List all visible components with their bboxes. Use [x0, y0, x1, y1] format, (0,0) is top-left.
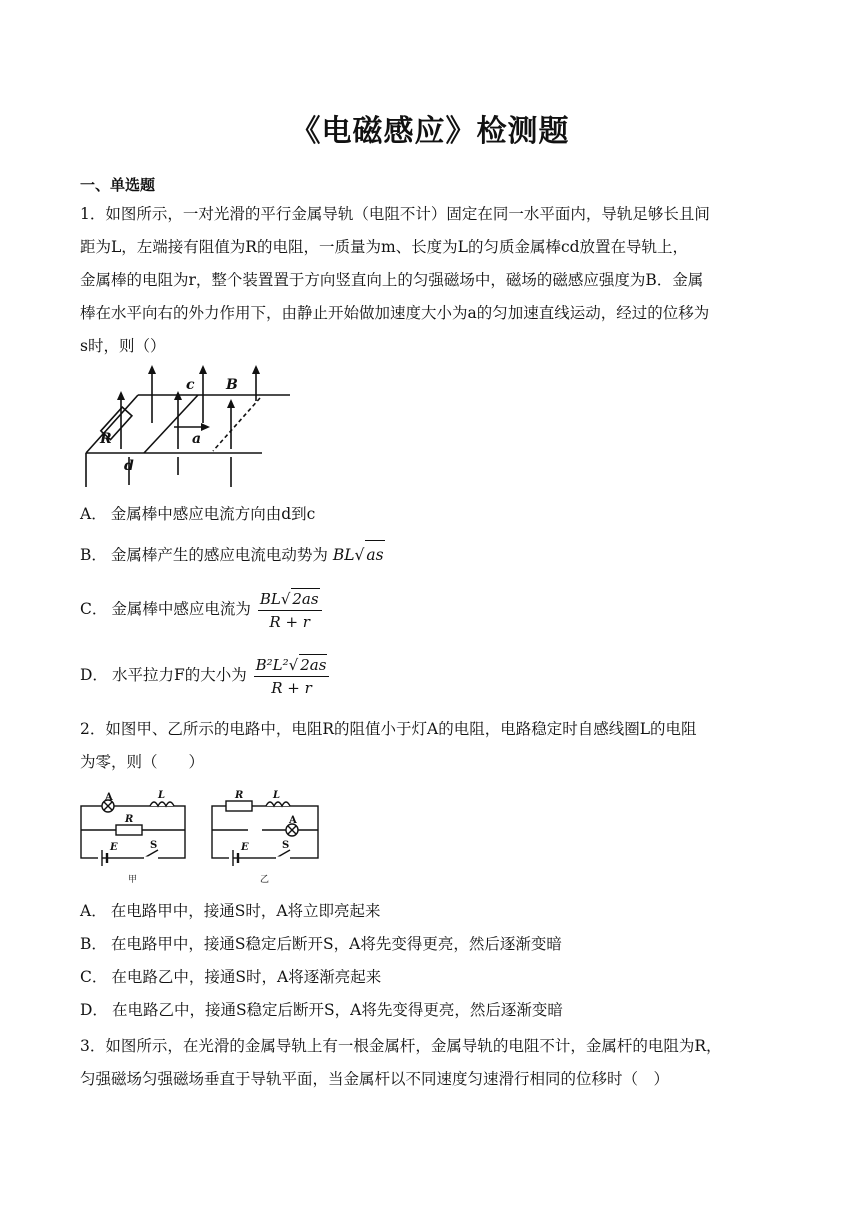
question-1-text [80, 198, 785, 363]
label-lamp-yi: A [289, 815, 297, 826]
label-switch-jia: S [150, 840, 158, 851]
caption-jia: 甲 [128, 875, 138, 885]
option-text: 金属棒产生的感应电流电动势为 [110, 546, 328, 564]
label-lamp-jia: A [105, 792, 113, 803]
label-battery-yi: E [241, 842, 249, 853]
emf-formula: BL√ as [333, 546, 385, 564]
option-label: B． [80, 935, 107, 953]
option-label: A． [80, 505, 107, 523]
option-label: D． [80, 666, 108, 684]
option-text: 金属棒中感应电流为 [111, 600, 251, 618]
q1-option-b[interactable] [80, 540, 385, 569]
q1-option-d[interactable] [80, 654, 329, 698]
option-label: C． [80, 968, 108, 986]
q1-rail-figure [78, 365, 303, 490]
option-text: 金属棒中感应电流方向由d到c [110, 505, 316, 523]
fig-label-c: c [186, 377, 195, 393]
section-heading: 一、单选题 [80, 176, 156, 194]
q1-line: 距为L，左端接有阻值为R的电阻，一质量为m、长度为L的匀质金属棒cd放置在导轨上， [80, 238, 689, 256]
label-resistor-jia: R [125, 814, 134, 825]
q3-line: 匀强磁场匀强磁场垂直于导轨平面，当金属杆以不同速度匀速滑行相同的位移时（ ） [80, 1070, 670, 1088]
option-label: D． [80, 1001, 108, 1019]
label-inductor-jia: L [158, 790, 166, 801]
option-label: A． [80, 902, 107, 920]
label-switch-yi: S [282, 840, 290, 851]
q2-line: 为零，则（ ） [80, 753, 205, 771]
fig-label-field: B [226, 377, 238, 393]
option-text: 在电路乙中，接通S稳定后断开S，A将先变得更亮，然后逐渐变暗 [111, 1001, 563, 1019]
q2-option-d[interactable] [80, 996, 563, 1024]
q2-option-c[interactable] [80, 963, 381, 991]
page-title: 《电磁感应》检测题 [290, 114, 570, 149]
q1-line: 金属棒的电阻为r，整个装置置于方向竖直向上的匀强磁场中，磁场的磁感应强度为B．金属 [80, 271, 704, 289]
q2-option-b[interactable] [80, 930, 562, 958]
q1-option-c[interactable] [80, 588, 322, 632]
q3-line: 3．如图所示，在光滑的金属导轨上有一根金属杆，金属导轨的电阻不计，金属杆的电阻为R， [80, 1037, 722, 1055]
option-label: B． [80, 546, 107, 564]
q1-line: 棒在水平向右的外力作用下，由静止开始做加速度大小为a的匀加速直线运动，经过的位移为 [80, 304, 710, 322]
q1-option-a[interactable] [80, 500, 315, 528]
fig-label-resistor: R [100, 431, 112, 447]
question-3-text [80, 1030, 785, 1096]
force-formula: $\frac{\text{B²L²√ 2as}}{R + r}$ [254, 654, 330, 698]
fig-label-d: d [124, 458, 134, 474]
option-label: C． [80, 600, 108, 618]
q2-line: 2．如图甲、乙所示的电路中，电阻R的阻值小于灯A的电阻，电路稳定时自感线圈L的电阻 [80, 720, 697, 738]
q2-option-a[interactable] [80, 897, 381, 925]
q1-line: s时，则（） [80, 337, 166, 355]
question-2-text [80, 713, 785, 779]
current-formula: $\frac{BL√ 2as}{R + r}$ [258, 588, 322, 632]
q2-circuit-figure [78, 790, 326, 886]
q1-line: 1．如图所示，一对光滑的平行金属导轨（电阻不计）固定在同一水平面内，导轨足够长且间 [80, 205, 710, 223]
option-text: 在电路甲中，接通S时，A将立即亮起来 [110, 902, 381, 920]
label-inductor-yi: L [273, 790, 281, 801]
option-text: 在电路甲中，接通S稳定后断开S，A将先变得更亮，然后逐渐变暗 [110, 935, 562, 953]
label-resistor-yi: R [235, 790, 244, 801]
fig-label-accel: a [192, 431, 202, 447]
option-text: 水平拉力F的大小为 [111, 666, 247, 684]
option-text: 在电路乙中，接通S时，A将逐渐亮起来 [111, 968, 382, 986]
label-battery-jia: E [110, 842, 118, 853]
caption-yi: 乙 [260, 875, 270, 885]
